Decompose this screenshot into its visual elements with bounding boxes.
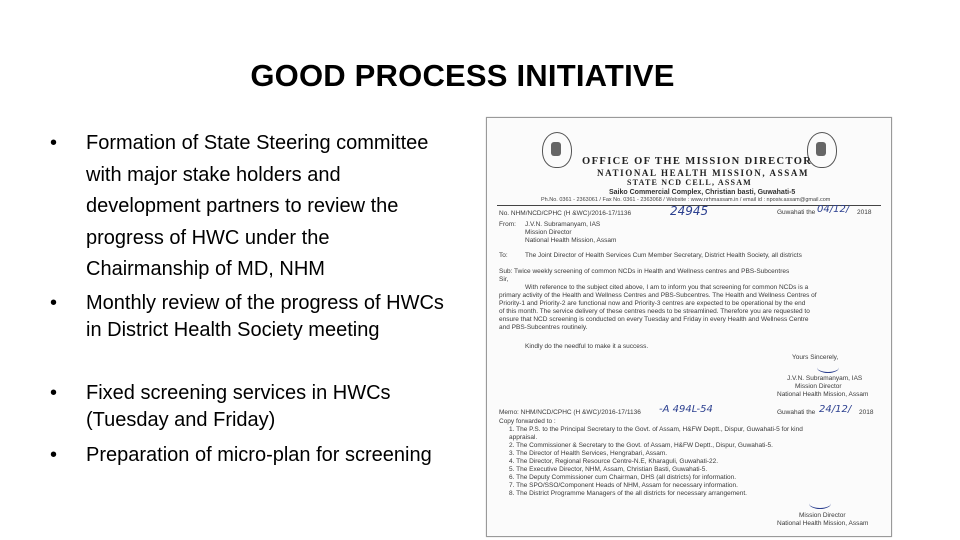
memo2-date-handwritten: 24/12/	[819, 404, 852, 415]
from-line: National Health Mission, Assam	[525, 237, 617, 244]
bullet-item	[48, 380, 456, 434]
subject: Sub: Twice weekly screening of common NCDs in Health and Wellness centres and PBS-Subcentres	[499, 268, 790, 275]
date-handwritten: 04/12/	[817, 204, 850, 215]
copy-list-item: 3. The Director of Health Services, Hengrabari, Assam.	[509, 450, 668, 457]
body-line: of this month. The service delivery of these centres needs to be streamlined. Therefore you are requested to	[499, 308, 810, 315]
letterhead-office: OFFICE OF THE MISSION DIRECTOR	[582, 156, 813, 167]
copy-list-item: 5. The Executive Director, NHM, Assam, Christian Basti, Guwahati-5.	[509, 466, 708, 473]
bullet-item	[48, 290, 456, 344]
memo2-date-year: 2018	[859, 409, 874, 416]
bullet-dot-icon: •	[50, 132, 58, 154]
signatory2-org: National Health Mission, Assam	[777, 520, 869, 527]
copy-list-item: 7. The SPO/SSO/Component Heads of NHM, Assam for necessary information.	[509, 482, 738, 489]
letterhead-mission: NATIONAL HEALTH MISSION, ASSAM	[597, 168, 810, 178]
body-line: With reference to the subject cited above, I am to inform you that screening for common NCDs is a	[525, 284, 809, 291]
bullet-item	[48, 442, 456, 469]
signatory2-role: Mission Director	[799, 512, 846, 519]
copy-list-item: appraisal.	[509, 434, 538, 441]
body-line: Priority-1 and Priority-2 are functional now and Priority-3 centres are expected to be operational by the end	[499, 300, 806, 307]
yours-sincerely: Yours Sincerely,	[792, 354, 839, 361]
memo-number-handwritten: 24945	[670, 204, 709, 218]
copy-list-item: 8. The District Programme Managers of the all districts for necessary arrangement.	[509, 490, 747, 497]
copy-list-item: 4. The Director, Regional Resource Centre-N.E, Kharaguli, Guwahati-22.	[509, 458, 719, 465]
bullet-text: Formation of State Steering committee with major stake holders and development partners to review the progress of HWC under the Chairmanship of MD, NHM	[86, 132, 429, 280]
signatory-role: Mission Director	[795, 383, 842, 390]
from-line: Mission Director	[525, 229, 572, 236]
scanned-letter-image	[486, 117, 892, 537]
signature-mark-icon	[809, 498, 831, 509]
from-line: J.V.N. Subramanyam, IAS	[525, 221, 601, 228]
closing-line: Kindly do the needful to make it a success.	[525, 343, 649, 350]
letterhead-cell: STATE NCD CELL, ASSAM	[627, 178, 752, 187]
date-year: 2018	[857, 209, 872, 216]
letterhead-address: Saiko Commercial Complex, Christian basti, Guwahati-5	[609, 189, 796, 196]
copy-list-item: 1. The P.S. to the Principal Secretary to the Govt. of Assam, H&FW Deptt., Dispur, Guwahati-5 for kind	[509, 426, 803, 433]
bullet-dot-icon: •	[50, 292, 58, 314]
bullet-text: Fixed screening services in HWCs (Tuesday and Friday)	[86, 382, 391, 431]
bullet-text: Monthly review of the progress of HWCs in District Health Society meeting	[86, 292, 444, 341]
memo-number: No. NHM/NCD/CPHC (H &WC)/2016-17/1136	[499, 210, 632, 217]
memo2-number: Memo: NHM/NCD/CPHC (H &WC)/2016-17/1136	[499, 409, 641, 416]
letterhead-contact: Ph.No. 0361 - 2363061 / Fax No. 0361 - 2363068 / Website : www.nrhmassam.in / email id : nposiv.assam@gmail.com	[541, 197, 831, 203]
bullet-item	[48, 128, 456, 286]
bullet-dot-icon: •	[50, 382, 58, 404]
bullet-text: Preparation of micro-plan for screening	[86, 444, 432, 466]
body-line: primary activity of the Health and Wellness Centres and PBS-Subcentres. The Health and Wellness Centres of	[499, 292, 817, 299]
body-line: ensure that NCD screening is conducted on every Tuesday and Friday in every Health and Wellness Centre	[499, 316, 809, 323]
slide-title: GOOD PROCESS INITIATIVE	[250, 58, 675, 93]
copy-list-item: 6. The Deputy Commissioner cum Chairman, DHS (all districts) for information.	[509, 474, 737, 481]
from-label: From:	[499, 221, 516, 228]
body-line: and PBS-Subcentres routinely.	[499, 324, 588, 331]
copy-list-item: 2. The Commissioner & Secretary to the Govt. of Assam, H&FW Deptt., Dispur, Guwahati-5.	[509, 442, 773, 449]
bullet-dot-icon: •	[50, 444, 58, 466]
copy-forwarded-label: Copy forwarded to :	[499, 418, 556, 425]
signatory-name: J.V.N. Subramanyam, IAS	[787, 375, 863, 382]
memo2-number-handwritten: -A 494L-54	[659, 404, 713, 415]
memo2-date-prefix: Guwahati the	[777, 409, 816, 416]
to-label: To:	[499, 252, 508, 259]
to-text: The Joint Director of Health Services Cum Member Secretary, District Health Society, all districts	[525, 252, 802, 259]
date-prefix: Guwahati the	[777, 209, 816, 216]
salutation: Sir,	[499, 276, 509, 283]
signatory-org: National Health Mission, Assam	[777, 391, 869, 398]
signature-mark-icon	[817, 362, 839, 373]
nhm-logo-icon	[542, 132, 572, 168]
